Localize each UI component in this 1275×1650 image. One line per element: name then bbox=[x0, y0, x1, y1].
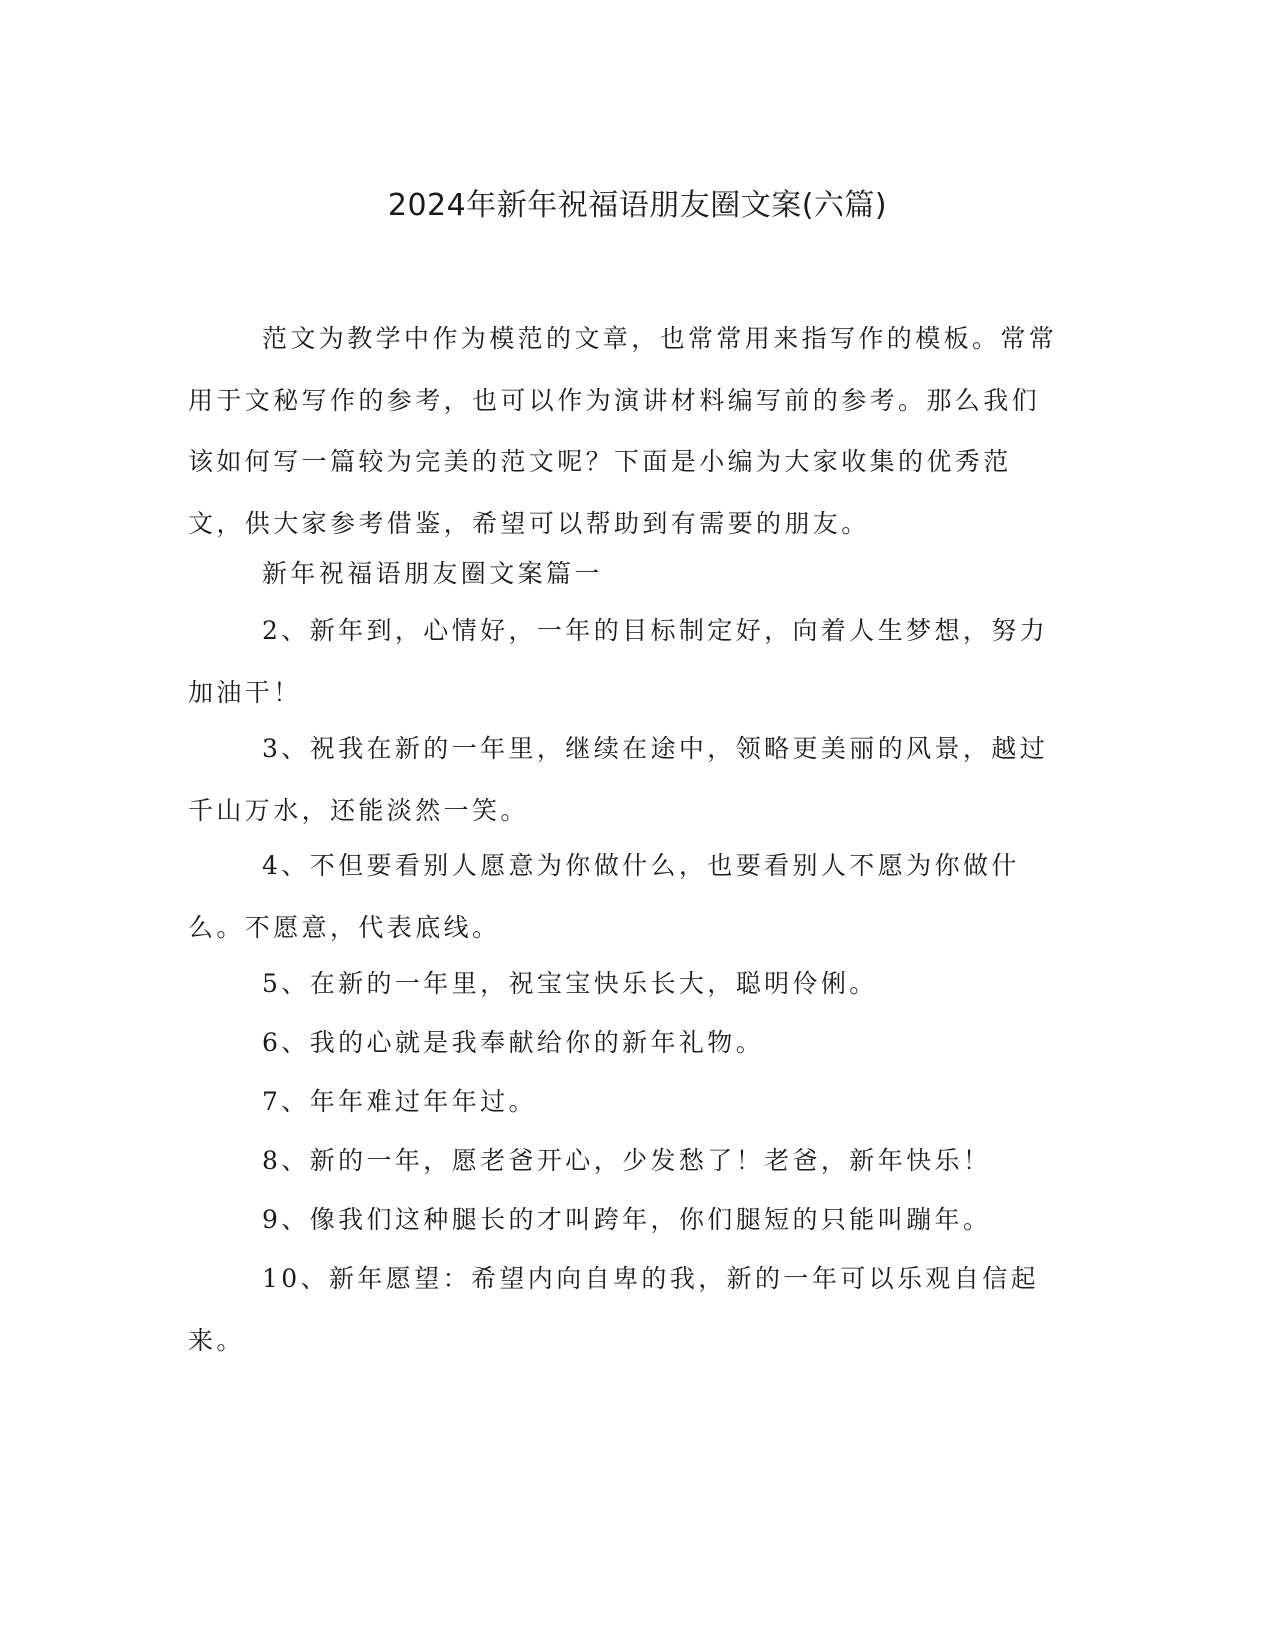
wish-item-2: 2、新年到，心情好，一年的目标制定好，向着人生梦想，努力加油干！ bbox=[188, 616, 1049, 707]
wish-item-10: 10、新年愿望：希望内向自卑的我，新的一年可以乐观自信起来。 bbox=[188, 1264, 1040, 1355]
wish-item-9: 9、像我们这种腿长的才叫跨年，你们腿短的只能叫蹦年。 bbox=[262, 1205, 992, 1234]
section-heading: 新年祝福语朋友圈文案篇一 bbox=[262, 559, 603, 588]
wish-item-5: 5、在新的一年里，祝宝宝快乐长大，聪明伶俐。 bbox=[262, 969, 878, 998]
document-title: 2024年新年祝福语朋友圈文案(六篇) bbox=[387, 188, 888, 223]
wish-item-8: 8、新的一年，愿老爸开心，少发愁了！老爸，新年快乐！ bbox=[262, 1146, 992, 1175]
wish-item-7: 7、年年难过年年过。 bbox=[262, 1087, 537, 1116]
intro-paragraph: 范文为教学中作为模范的文章，也常常用来指写作的模板。常常用于文秘写作的参考，也可以作为演讲材料编写前的参考。那么我们该如何写一篇较为完美的范文呢？下面是小编为大家收集的优秀范文，供大家参考借鉴，希望可以帮助到有需要的朋友。 bbox=[188, 324, 1058, 538]
wish-item-6: 6、我的心就是我奉献给你的新年礼物。 bbox=[262, 1028, 765, 1057]
wish-item-4: 4、不但要看别人愿意为你做什么，也要看别人不愿为你做什么。不愿意，代表底线。 bbox=[188, 851, 1020, 942]
wish-item-3: 3、祝我在新的一年里，继续在途中，领略更美丽的风景，越过千山万水，还能淡然一笑。 bbox=[188, 734, 1049, 825]
